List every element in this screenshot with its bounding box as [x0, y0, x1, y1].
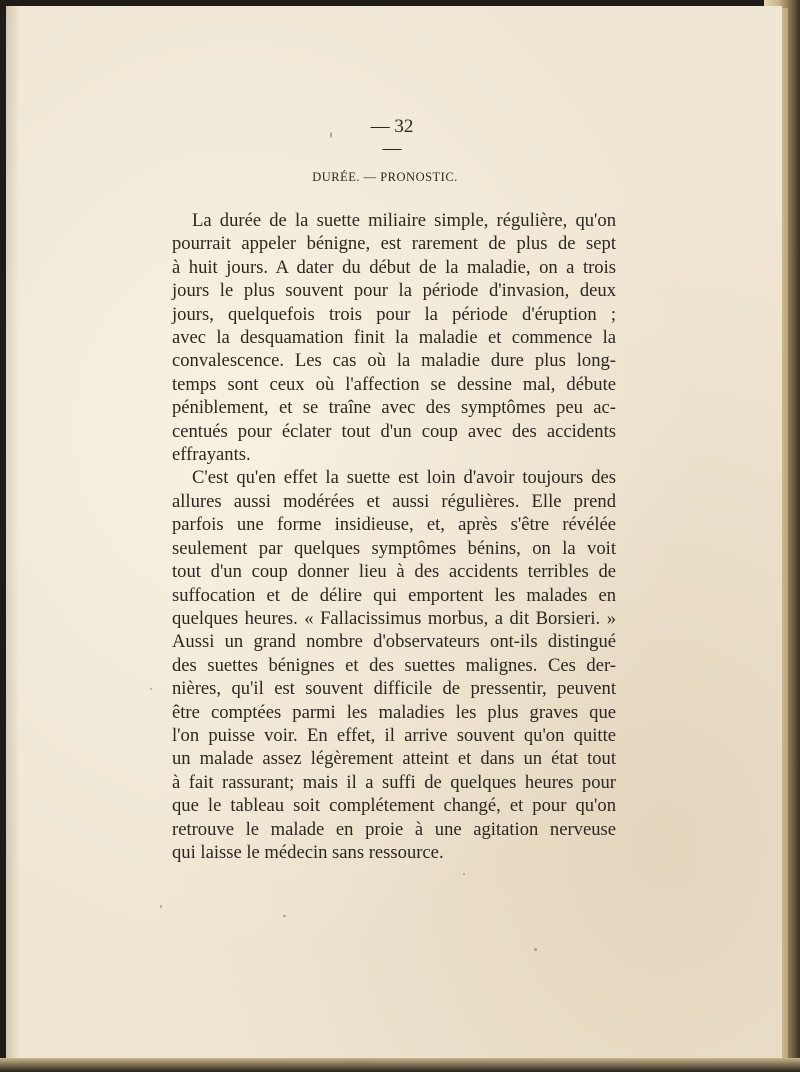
page-number: — 32 — — [370, 116, 414, 159]
paper-speck — [463, 873, 465, 875]
text-line: pourrait appeler bénigne, est rarement de plus de sept — [172, 233, 616, 255]
text-line: l'on puisse voir. En effet, il arrive souvent qu'on quitte — [172, 724, 616, 746]
paragraph-2 — [172, 466, 616, 864]
text-line: La durée de la suette miliaire simple, régulière, qu'on — [192, 210, 616, 231]
paragraph-1 — [172, 209, 616, 466]
text-line: retrouve le malade en proie à une agitation nerveuse — [172, 818, 616, 840]
text-line: centués pour éclater tout d'un coup avec des accidents — [172, 420, 616, 442]
text-line: seulement par quelques symptômes bénins, on la voit — [172, 537, 616, 559]
text-line: quelques heures. « Fallacissimus morbus, a dit Borsieri. » — [172, 607, 616, 629]
text-line: jours le plus souvent pour la période d'invasion, deux — [172, 280, 616, 302]
text-line: allures aussi modérées et aussi régulières. Elle prend — [172, 490, 616, 512]
text-line: à huit jours. A dater du début de la maladie, on a trois — [172, 256, 616, 278]
text-line: des suettes bénignes et des suettes malignes. Ces der- — [172, 654, 616, 676]
text-line: suffocation et de délire qui emportent les malades en — [172, 584, 616, 606]
text-line: nières, qu'il est souvent difficile de pressentir, peuvent — [172, 678, 616, 700]
text-line: Aussi un grand nombre d'observateurs ont-ils distingué — [172, 631, 616, 653]
text-line: convalescence. Les cas où la maladie dure plus long- — [172, 350, 616, 372]
text-line: jours, quelquefois trois pour la période d'éruption ; — [172, 303, 616, 325]
paper-speck — [534, 948, 537, 951]
paper-speck — [150, 688, 152, 690]
text-line: C'est qu'en effet la suette est loin d'avoir toujours des — [192, 467, 616, 489]
body-text — [172, 209, 616, 864]
book-edge-bottom — [0, 1058, 800, 1072]
text-line: avec la desquamation finit la maladie et commence la — [172, 327, 616, 349]
paper-speck — [283, 915, 286, 917]
text-line: parfois une forme insidieuse, et, après s'être révélée — [172, 514, 616, 536]
text-line: un malade assez légèrement atteint et dans un état tout — [172, 748, 616, 770]
text-line: qui laisse le médecin sans ressource. — [172, 841, 444, 863]
text-line: tout d'un coup donner lieu à des accidents terribles de — [172, 561, 616, 583]
text-line: effrayants. — [172, 444, 251, 466]
text-line: à fait rassurant; mais il a suffi de quelques heures pour — [172, 771, 616, 793]
text-line: être comptées parmi les maladies les plus graves que — [172, 701, 616, 723]
text-line: temps sont ceux où l'affection se dessine mal, débute — [172, 373, 616, 395]
text-line: péniblement, et se traîne avec des symptômes peu ac- — [172, 397, 616, 419]
section-heading: DURÉE. — PRONOSTIC. — [312, 170, 458, 184]
paper-speck — [330, 132, 332, 138]
text-line: que le tableau soit complétement changé, et pour qu'on — [172, 795, 616, 817]
paper-speck — [160, 905, 162, 908]
